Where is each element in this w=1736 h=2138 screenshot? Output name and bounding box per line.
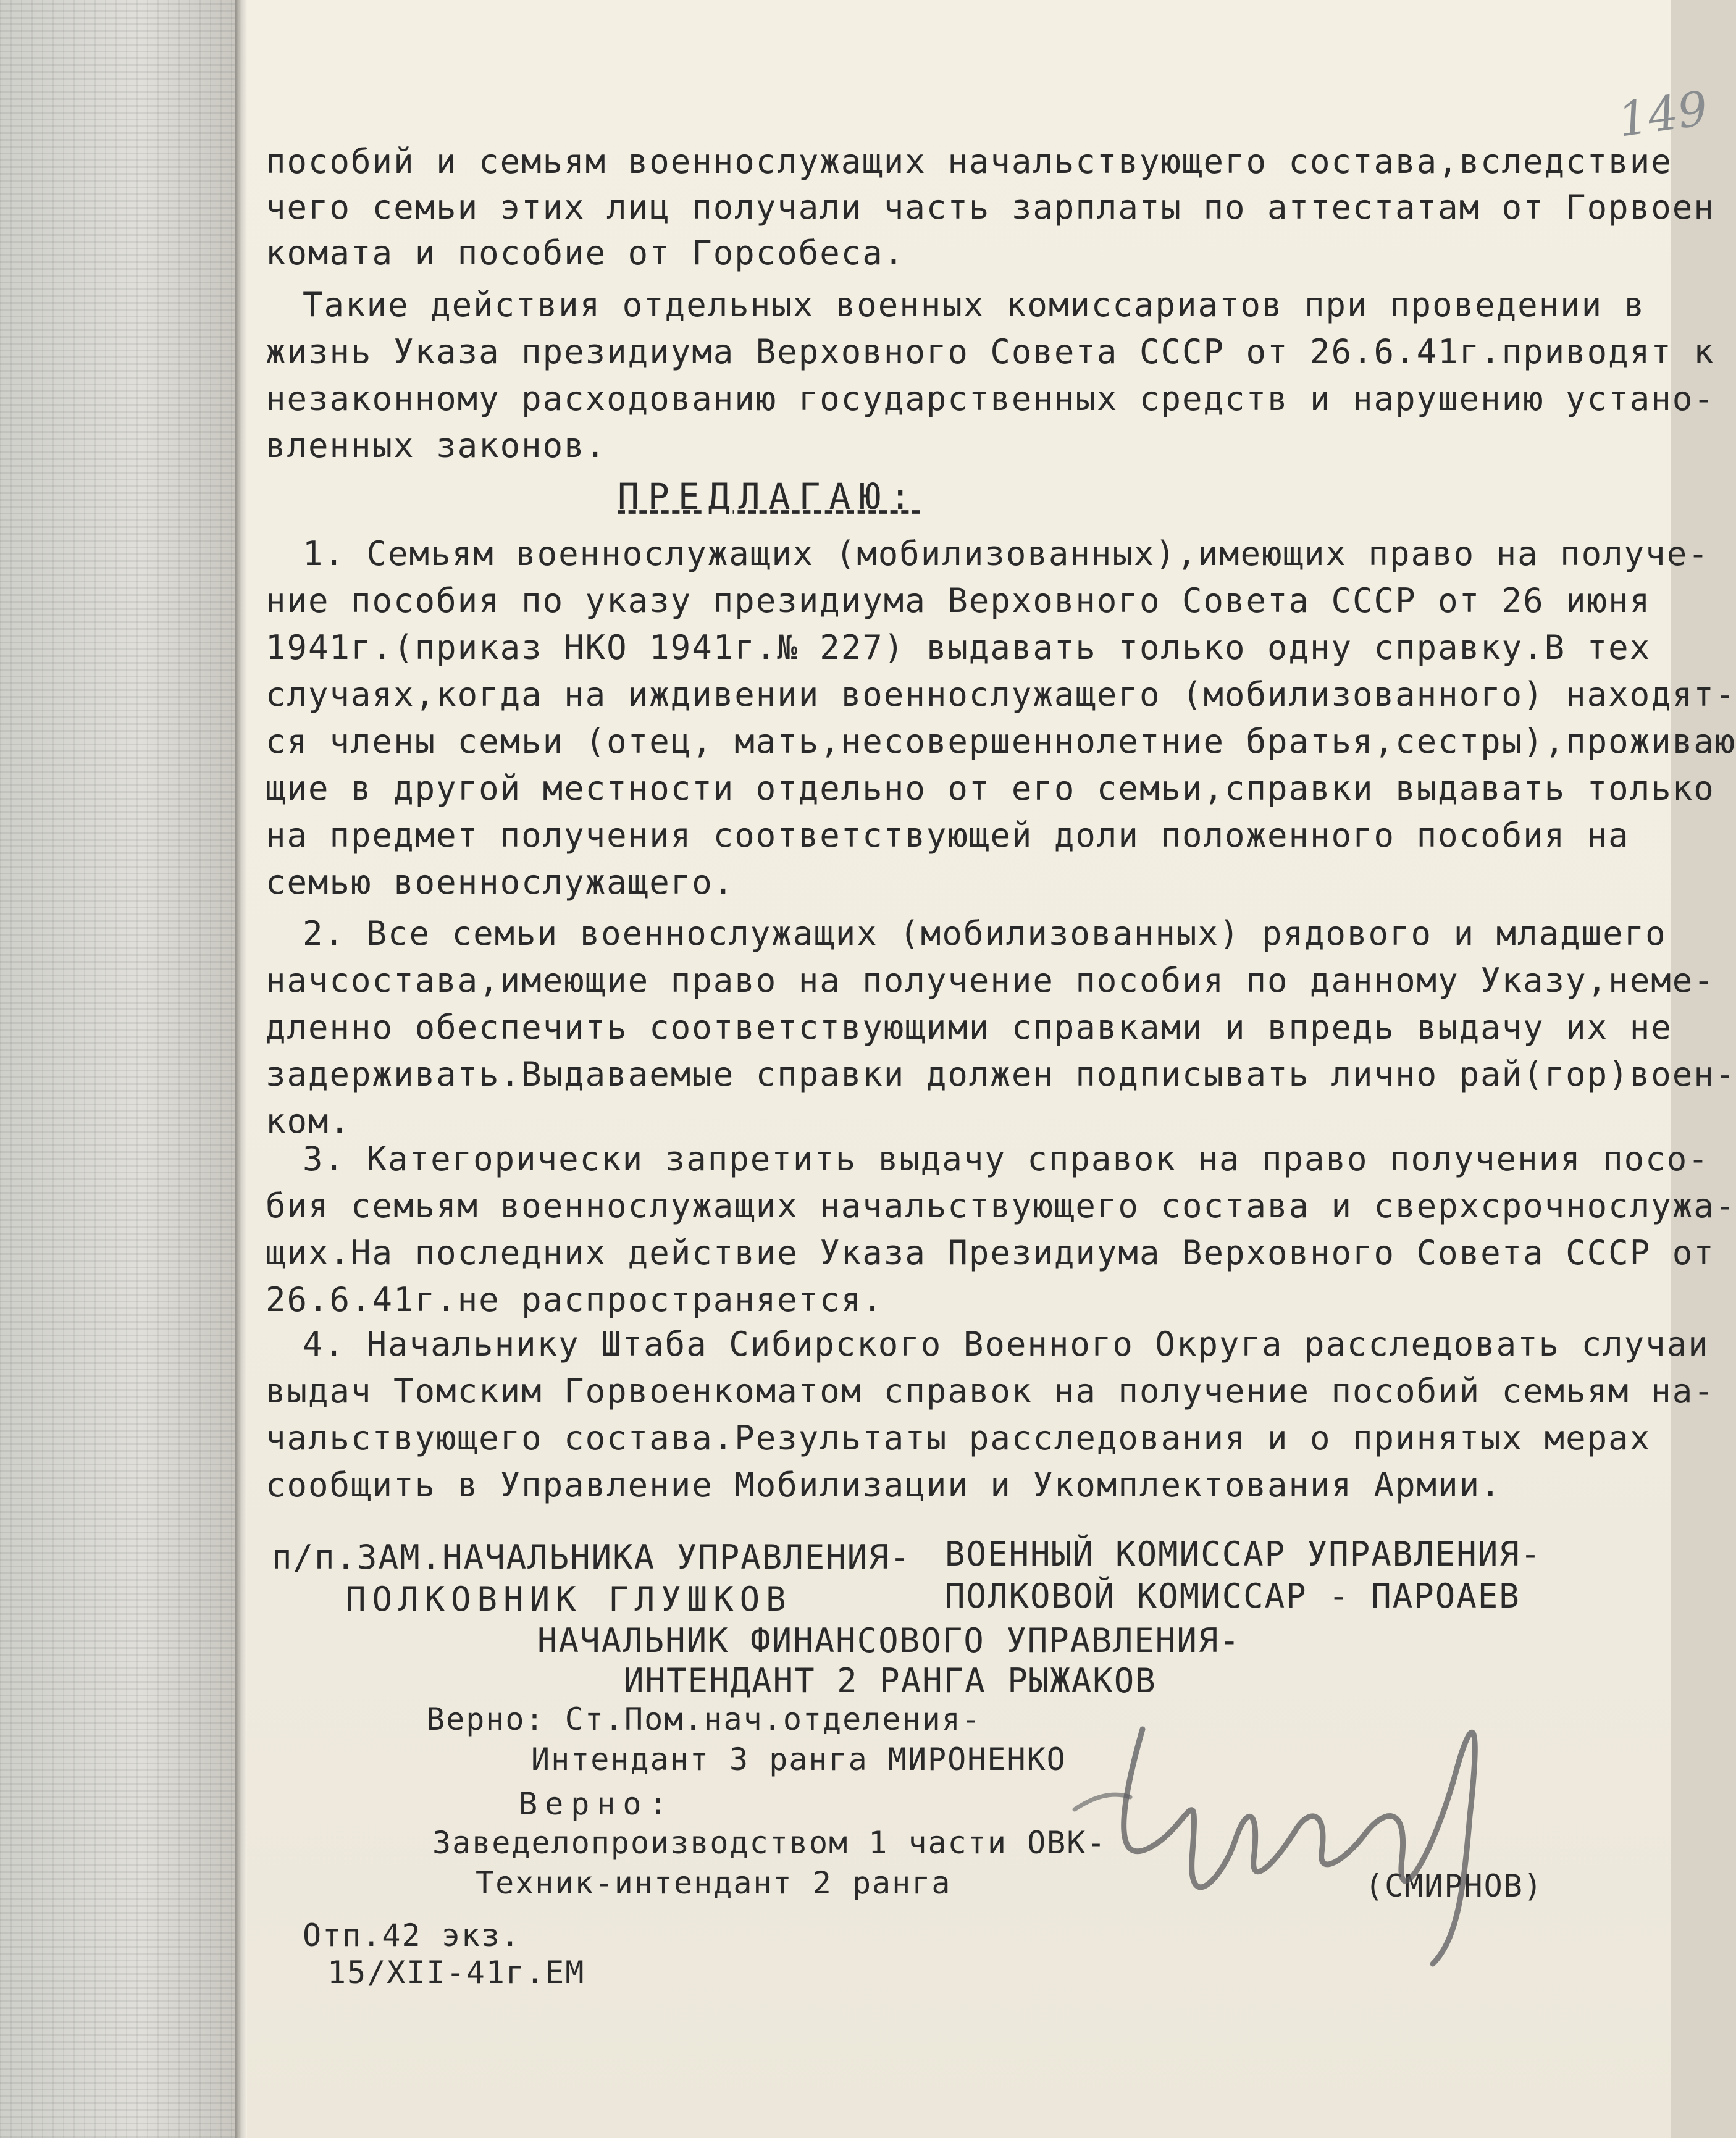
- certified-2-title: Заведелопроизводством 1 части ОВК-: [432, 1825, 1107, 1861]
- text-line: дленно обеспечить соответствующими справками и впредь выдачу их не: [266, 1008, 1672, 1047]
- text-line: случаях,когда на иждивении военнослужащего (мобилизованного) находят-: [266, 675, 1736, 714]
- text-line: щих.На последних действие Указа Президиума Верховного Совета СССР от: [266, 1233, 1715, 1272]
- text-line: пособий и семьям военнослужащих начальствующего состава,вследствие: [266, 142, 1672, 181]
- text-line: 2. Все семьи военнослужащих (мобилизованных) рядового и младшего: [303, 914, 1667, 953]
- text-line: комата и пособие от Горсобеса.: [266, 233, 905, 272]
- copies-note: Отп.42 экз.: [303, 1918, 521, 1953]
- text-line: ся члены семьи (отец, мать,несовершеннолетние братья,сестры),проживаю: [266, 722, 1736, 761]
- text-line: 26.6.41г.не распространяется.: [266, 1280, 884, 1319]
- certified-2-name: (СМИРНОВ): [1365, 1868, 1543, 1904]
- section-heading: ПРЕДЛАГАЮ:: [618, 476, 920, 518]
- text-line: выдач Томским Горвоенкоматом справок на получение пособий семьям на-: [266, 1372, 1715, 1411]
- text-line: задерживать.Выдаваемые справки должен подписывать лично рай(гор)воен-: [266, 1055, 1736, 1094]
- text-line: ние пособия по указу президиума Верховного Совета СССР от 26 июня: [266, 581, 1651, 620]
- text-line: сообщить в Управление Мобилизации и Укомплектования Армии.: [266, 1465, 1502, 1504]
- text-line: на предмет получения соответствующей доли положенного пособия на: [266, 816, 1630, 855]
- certified-2-label: Верно:: [519, 1786, 675, 1822]
- certified-1-name: Интендант 3 ранга МИРОНЕНКО: [531, 1742, 1067, 1777]
- text-line: 4. Начальнику Штаба Сибирского Военного Округа расследовать случаи: [303, 1325, 1709, 1364]
- signature-finance-title: НАЧАЛЬНИК ФИНАНСОВОГО УПРАВЛЕНИЯ-: [537, 1621, 1241, 1660]
- signature-left-name: ПОЛКОВНИК ГЛУШКОВ: [346, 1580, 792, 1619]
- text-line: чего семьи этих лиц получали часть зарплаты по аттестатам от Горвоен: [266, 188, 1715, 227]
- text-line: начсостава,имеющие право на получение пособия по данному Указу,неме-: [266, 961, 1715, 1000]
- certified-1-title: Верно: Ст.Пом.нач.отделения-: [426, 1701, 981, 1737]
- text-line: незаконному расходованию государственных средств и нарушению устано-: [266, 379, 1715, 418]
- text-line: вленных законов.: [266, 426, 607, 465]
- text-line: щие в другой местности отдельно от его семьи,справки выдавать только: [266, 769, 1715, 808]
- folio-number: 149: [1614, 80, 1711, 148]
- signature-right-title: ВОЕННЫЙ КОМИССАР УПРАВЛЕНИЯ-: [945, 1535, 1542, 1574]
- facing-page: [0, 0, 235, 2138]
- text-line: Такие действия отдельных военных комиссариатов при проведении в: [303, 285, 1646, 324]
- text-line: ком.: [266, 1102, 351, 1141]
- handwritten-signature-icon: [1038, 1655, 1606, 1976]
- text-line: семью военнослужащего.: [266, 863, 735, 902]
- certified-2-rank: Техник-интендант 2 ранга: [476, 1865, 952, 1901]
- signature-finance-name: ИНТЕНДАНТ 2 РАНГА РЫЖАКОВ: [624, 1661, 1157, 1700]
- text-line: бия семьям военнослужащих начальствующего состава и сверхсрочнослужа-: [266, 1186, 1736, 1225]
- date-note: 15/XII-41г.ЕМ: [327, 1955, 585, 1990]
- signature-left-title: п/п.ЗАМ.НАЧАЛЬНИКА УПРАВЛЕНИЯ-: [272, 1538, 912, 1577]
- signature-right-name: ПОЛКОВОЙ КОМИССАР - ПАРОАЕВ: [945, 1577, 1520, 1616]
- text-line: 1941г.(приказ НКО 1941г.№ 227) выдавать только одну справку.В тех: [266, 628, 1651, 667]
- text-line: 3. Категорически запретить выдачу справок на право получения посо-: [303, 1139, 1709, 1178]
- text-line: жизнь Указа президиума Верховного Совета СССР от 26.6.41г.приводят к: [266, 332, 1715, 371]
- text-line: 1. Семьям военнослужащих (мобилизованных),имеющих право на получе-: [303, 534, 1709, 573]
- text-line: чальствующего состава.Результаты расследования и о принятых мерах: [266, 1419, 1651, 1457]
- book-spine: [235, 0, 247, 2138]
